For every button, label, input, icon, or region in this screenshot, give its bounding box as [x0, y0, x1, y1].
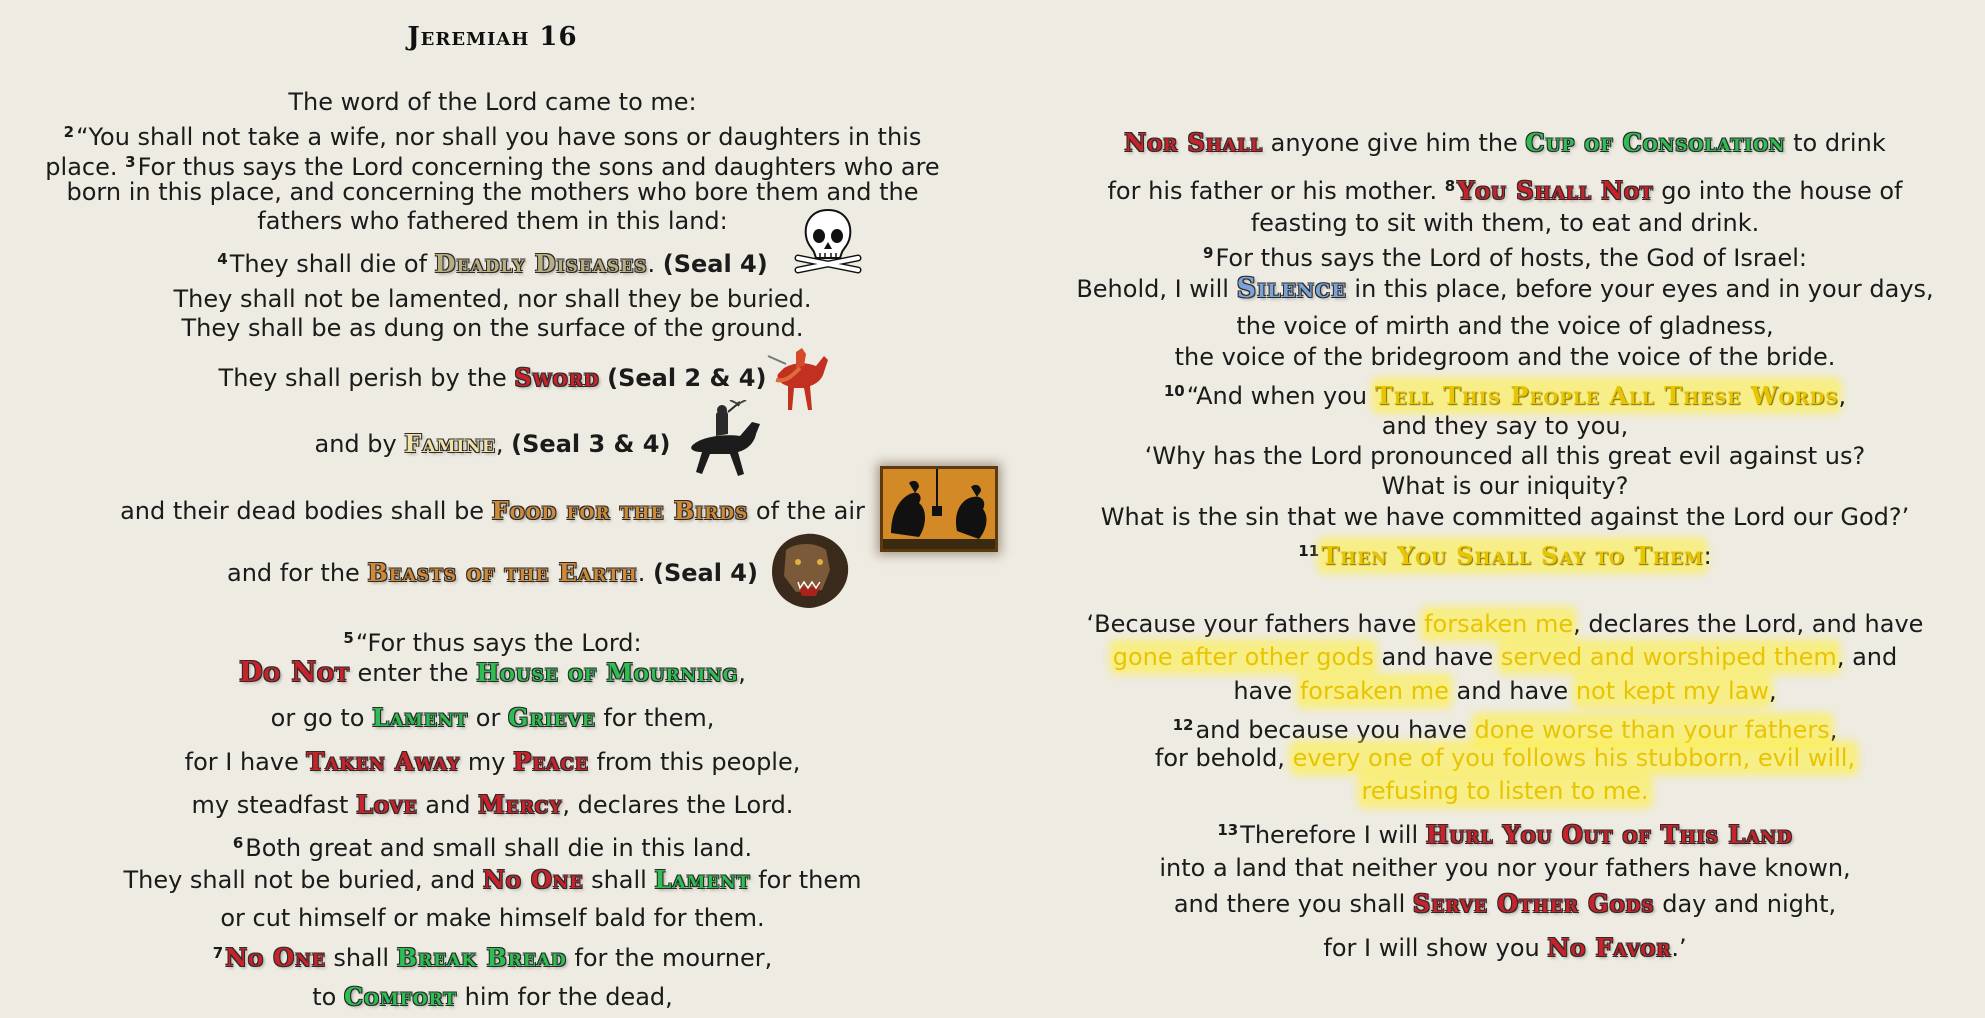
- verse-13: [1045, 815, 1965, 850]
- verse-text: and there you shall: [1173, 890, 1406, 918]
- verse-text: and: [425, 791, 471, 819]
- vultures-icon: [883, 469, 995, 549]
- highlight-you-shall-not: You Shall Not: [1457, 176, 1654, 205]
- verse-text: for them: [758, 866, 862, 894]
- verse-text: and their dead bodies shall be: [120, 497, 485, 525]
- verse-text: for the mourner,: [574, 944, 773, 972]
- highlight-peace: Peace: [513, 747, 589, 776]
- verse-text: of the air: [755, 497, 865, 525]
- verse-number: 12: [1172, 716, 1194, 734]
- highlight-love: Love: [356, 790, 418, 819]
- verse-text: him for the dead,: [464, 983, 673, 1011]
- verse-text: have: [1233, 677, 1293, 705]
- verse-text: for I have: [184, 748, 299, 776]
- highlight-not-kept-my-law: not kept my law: [1575, 677, 1770, 705]
- verse-3-cont: fathers who fathered them in this land:: [257, 207, 728, 235]
- highlight-mercy: Mercy: [478, 790, 563, 819]
- verse-10-cont: and they say to you,: [1381, 412, 1629, 440]
- verse-3-cont: born in this place, and concerning the mothers who bore them and the: [66, 178, 919, 206]
- verse-4-cont: They shall not be lamented, nor shall they be buried.: [173, 285, 812, 313]
- famine-line: [40, 429, 945, 459]
- verse-text: to drink: [1793, 129, 1886, 157]
- verse-6-cont: or cut himself or make himself bald for them.: [220, 904, 765, 932]
- highlight-hurl-you-out: Hurl You Out of This Land: [1425, 820, 1793, 849]
- verse-text: my steadfast: [191, 791, 349, 819]
- verse-text: in this place, before your eyes and in your days,: [1354, 275, 1934, 303]
- verse-13-cont: [1045, 933, 1965, 963]
- verse-text: Both great and small shall die in this land.: [245, 834, 753, 862]
- verse-text: :: [1703, 542, 1712, 570]
- verse-text: shall: [333, 944, 390, 972]
- verse-text: .: [637, 559, 646, 587]
- verse-10-cont: What is the sin that we have committed against the Lord our God?’: [1100, 503, 1910, 531]
- verse-5: [40, 623, 945, 658]
- verse-number: 13: [1217, 821, 1239, 839]
- highlight-house-of-mourning: House of Mourning: [476, 658, 739, 687]
- highlight-food-for-birds: Food for the Birds: [491, 496, 749, 525]
- verse-text: and because you have: [1195, 716, 1467, 744]
- verse-text: for his father or his mother.: [1107, 177, 1438, 205]
- verse-text: They shall perish by the: [218, 364, 507, 392]
- verse-6: [40, 828, 945, 863]
- highlight-grieve: Grieve: [507, 703, 596, 732]
- seal-reference: (Seal 4): [653, 559, 758, 587]
- verse-8: [1045, 171, 1965, 206]
- black-horseman-icon: [680, 400, 770, 482]
- verse-text: or go to: [270, 704, 365, 732]
- verse-number: 3: [125, 153, 136, 171]
- verse-text: my: [467, 748, 506, 776]
- verse-text: anyone give him the: [1270, 129, 1518, 157]
- highlight-no-favor: No Favor: [1547, 933, 1672, 962]
- verse-1: The word of the Lord came to me:: [288, 88, 697, 116]
- verse-7: [40, 938, 945, 973]
- highlight-comfort: Comfort: [343, 982, 458, 1011]
- verse-text: for behold,: [1154, 744, 1285, 772]
- skull-and-crossbones-icon: [790, 206, 866, 278]
- verse-text: For thus says the Lord concerning the sons and daughters who are: [137, 153, 940, 181]
- highlight-refusing-to-listen: refusing to listen to me.: [1361, 777, 1649, 805]
- verse-text: enter the: [357, 659, 469, 687]
- highlight-lament: Lament: [372, 703, 469, 732]
- verse-text: , and: [1836, 643, 1898, 671]
- verse-text: and for the: [227, 559, 360, 587]
- highlight-tell-this-people: Tell This People All These Words: [1374, 381, 1839, 410]
- verse-text: and have: [1456, 677, 1569, 705]
- verse-10-cont: What is our iniquity?: [1381, 472, 1629, 500]
- highlight-silence: Silence: [1236, 273, 1347, 304]
- highlight-sword: Sword: [514, 363, 600, 392]
- verse-10-cont: ‘Why has the Lord pronounced all this great evil against us?: [1144, 442, 1866, 470]
- verse-text: , declares the Lord.: [562, 791, 794, 819]
- verse-text: for I will show you: [1323, 934, 1540, 962]
- highlight-taken-away: Taken Away: [306, 747, 461, 776]
- verse-number: 8: [1444, 177, 1456, 195]
- verse-text: to: [312, 983, 337, 1011]
- verse-12-cont: [1045, 776, 1965, 806]
- highlight-served-and-worshiped: served and worshiped them: [1500, 643, 1837, 671]
- highlight-no-one: No One: [225, 943, 326, 972]
- verse-text: ,: [738, 659, 746, 687]
- verse-12: [1045, 710, 1965, 745]
- verse-11-cont: [1045, 676, 1965, 706]
- verse-text: .’: [1671, 934, 1687, 962]
- chapter-title: Jeremiah 16: [407, 22, 578, 52]
- highlight-serve-other-gods: Serve Other Gods: [1412, 889, 1655, 918]
- verse-text: ‘Because your fathers have: [1086, 610, 1417, 638]
- verse-text: shall: [591, 866, 647, 894]
- verse-9: [1045, 238, 1965, 273]
- verse-number: 5: [343, 629, 354, 647]
- highlight-deadly-diseases: Deadly Diseases: [434, 249, 648, 278]
- verse-number: 6: [232, 834, 244, 852]
- verse-text: or: [475, 704, 501, 732]
- seal-reference: (Seal 3 & 4): [511, 430, 671, 458]
- verse-text: ,: [1829, 716, 1838, 744]
- verse-text: “For thus says the Lord:: [355, 629, 642, 657]
- verse-5-cont: [40, 790, 945, 820]
- verse-text: for them,: [603, 704, 715, 732]
- highlight-done-worse: done worse than your fathers: [1474, 716, 1830, 744]
- highlight-break-bread: Break Bread: [396, 943, 567, 972]
- highlight-forsaken-me: forsaken me: [1299, 677, 1449, 705]
- verse-number: 7: [212, 944, 224, 962]
- verse-text: For thus says the Lord of hosts, the God of Israel:: [1215, 244, 1807, 272]
- verse-number: 9: [1203, 244, 1214, 262]
- verse-text: ,: [495, 430, 504, 458]
- highlight-then-you-shall-say: Then You Shall Say to Them: [1321, 541, 1704, 570]
- highlight-forsaken-me: forsaken me: [1424, 610, 1574, 638]
- verse-6-cont: [40, 865, 945, 895]
- seal-reference: (Seal 4): [662, 250, 768, 278]
- verse-9-cont: the voice of mirth and the voice of gladness,: [1236, 312, 1774, 340]
- highlight-nor-shall: Nor Shall: [1124, 128, 1263, 157]
- red-horseman-icon: [766, 346, 834, 424]
- highlight-gone-after-other-gods: gone after other gods: [1112, 643, 1374, 671]
- verse-text: They shall die of: [229, 250, 428, 278]
- verse-text: place.: [45, 153, 118, 181]
- verse-text: and by: [314, 430, 397, 458]
- verse-text: from this people,: [596, 748, 801, 776]
- verse-number: 10: [1163, 382, 1185, 400]
- verse-13-cont: into a land that neither you nor your fathers have known,: [1159, 854, 1851, 882]
- verse-number: 4: [217, 250, 228, 268]
- verse-text: “You shall not take a wife, nor shall you have sons or daughters in this: [76, 123, 922, 151]
- verse-8-cont: feasting to sit with them, to eat and drink.: [1250, 209, 1760, 237]
- verse-text: day and night,: [1662, 890, 1837, 918]
- highlight-every-one-of-you: every one of you follows his stubborn, evil will,: [1292, 744, 1856, 772]
- verse-text: go into the house of: [1661, 177, 1903, 205]
- birds-line: [40, 496, 945, 526]
- verse-12-cont: [1045, 743, 1965, 773]
- verse-text: .: [647, 250, 656, 278]
- verse-7-cont: [40, 982, 945, 1012]
- verse-11-cont: [1045, 642, 1965, 672]
- verse-text: ,: [1769, 677, 1777, 705]
- verse-5-cont: [40, 658, 945, 688]
- verse-10: [1045, 376, 1965, 411]
- verse-number: 11: [1298, 542, 1320, 560]
- highlight-lament: Lament: [654, 865, 751, 894]
- verse-4-cont: They shall be as dung on the surface of the ground.: [181, 314, 804, 342]
- lion-head-icon: [766, 530, 852, 610]
- highlight-famine: Famine: [404, 429, 496, 458]
- highlight-beasts-of-earth: Beasts of the Earth: [367, 558, 638, 587]
- verse-13-cont: [1045, 889, 1965, 919]
- vultures-image: [880, 466, 998, 552]
- verse-9-cont: the voice of the bridegroom and the voice of the bride.: [1174, 343, 1836, 371]
- verse-5-cont: [40, 703, 945, 733]
- seal-reference: (Seal 2 & 4): [607, 364, 767, 392]
- verse-text: , declares the Lord, and have: [1573, 610, 1924, 638]
- verse-number: 2: [63, 123, 75, 141]
- verse-text: ,: [1838, 382, 1847, 410]
- verse-11: [1045, 536, 1965, 571]
- verse-text: and have: [1381, 643, 1494, 671]
- highlight-no-one: No One: [482, 865, 584, 894]
- highlight-cup-of-consolation: Cup of Consolation: [1525, 128, 1786, 157]
- verse-text: They shall not be buried, and: [123, 866, 476, 894]
- verse-5-cont: [40, 747, 945, 777]
- verse-7-cont: [1045, 128, 1965, 158]
- verse-text: Therefore I will: [1240, 821, 1419, 849]
- verse-9-cont: [1045, 274, 1965, 304]
- highlight-do-not: Do Not: [239, 657, 350, 688]
- verse-text: Behold, I will: [1076, 275, 1229, 303]
- verse-11-cont: [1045, 609, 1965, 639]
- verse-text: “And when you: [1186, 382, 1368, 410]
